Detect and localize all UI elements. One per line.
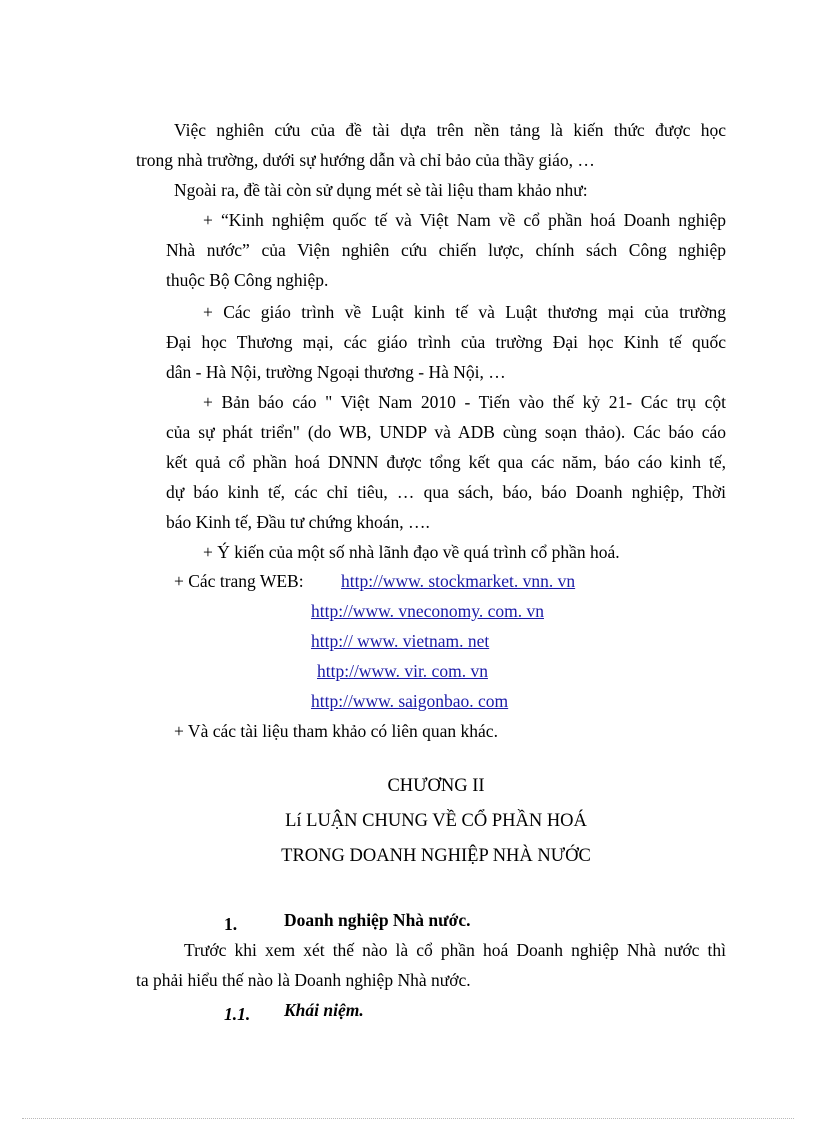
subsection-title: Khái niệm. [284,1000,364,1020]
reference-item-line: Đại học Thương mại, các giáo trình của trường Đại học Kinh tế quốc [166,332,726,352]
chapter-title-line: TRONG DOANH NGHIỆP NHÀ NƯỚC [281,846,591,866]
web-sites-label: + Các trang WEB: [174,571,304,591]
subsection-number: 1.1. [224,1004,251,1024]
section-paragraph-line: ta phải hiểu thế nào là Doanh nghiệp Nhà nước. [136,970,471,990]
link-vneconomy[interactable]: http://www. vneconomy. com. vn [311,601,544,621]
link-vir[interactable]: http://www. vir. com. vn [317,661,488,681]
reference-item-line: + Các giáo trình về Luật kinh tế và Luật thương mại của trường [203,302,726,322]
chapter-title-line: Lí LUẬN CHUNG VỀ CỔ PHẦN HOÁ [285,811,587,831]
reference-item-line: thuộc Bộ Công nghiệp. [166,270,329,290]
reference-item-line: + Bản báo cáo " Việt Nam 2010 - Tiến vào thế kỷ 21- Các trụ cột [203,392,726,412]
link-stockmarket[interactable]: http://www. stockmarket. vnn. vn [341,571,576,591]
section-number: 1. [224,914,238,934]
intro-paragraph-line: Ngoài ra, đề tài còn sử dụng mét sè tài liệu tham khảo như: [174,180,588,200]
link-vietnam-net[interactable]: http:// www. vietnam. net [311,631,490,651]
chapter-label: CHƯƠNG II [387,776,485,796]
reference-item-line: báo Kinh tế, Đầu tư chứng khoán, …. [166,512,430,532]
link-saigonbao[interactable]: http://www. saigonbao. com [311,691,509,711]
reference-item-line: + Ý kiến của một số nhà lãnh đạo về quá trình cổ phần hoá. [203,542,620,562]
reference-item-line: kết quả cổ phần hoá DNNN được tổng kết qua các năm, báo cáo kinh tế, [166,452,726,472]
reference-item-line: + “Kinh nghiệm quốc tế và Việt Nam về cổ phần hoá Doanh nghiệp [203,210,726,230]
intro-paragraph-line: trong nhà trường, dưới sự hướng dẫn và chỉ bảo của thầy giáo, … [136,150,595,170]
page-bottom-divider [22,1118,794,1119]
section-paragraph-line: Trước khi xem xét thế nào là cổ phần hoá Doanh nghiệp Nhà nước thì [184,940,726,960]
reference-item-line: của sự phát triển" (do WB, UNDP và ADB cùng soạn thảo). Các báo cáo [166,422,726,442]
reference-item-line: + Và các tài liệu tham khảo có liên quan khác. [174,721,498,741]
section-title: Doanh nghiệp Nhà nước. [284,910,471,930]
reference-item-line: dân - Hà Nội, trường Ngoại thương - Hà Nội, … [166,362,506,382]
reference-item-line: Nhà nước” của Viện nghiên cứu chiến lược, chính sách Công nghiệp [166,240,726,260]
reference-item-line: dự báo kinh tế, các chỉ tiêu, … qua sách, báo, báo Doanh nghiệp, Thời [166,482,726,502]
intro-paragraph-line: Việc nghiên cứu của đề tài dựa trên nền tảng là kiến thức được học [174,120,726,140]
